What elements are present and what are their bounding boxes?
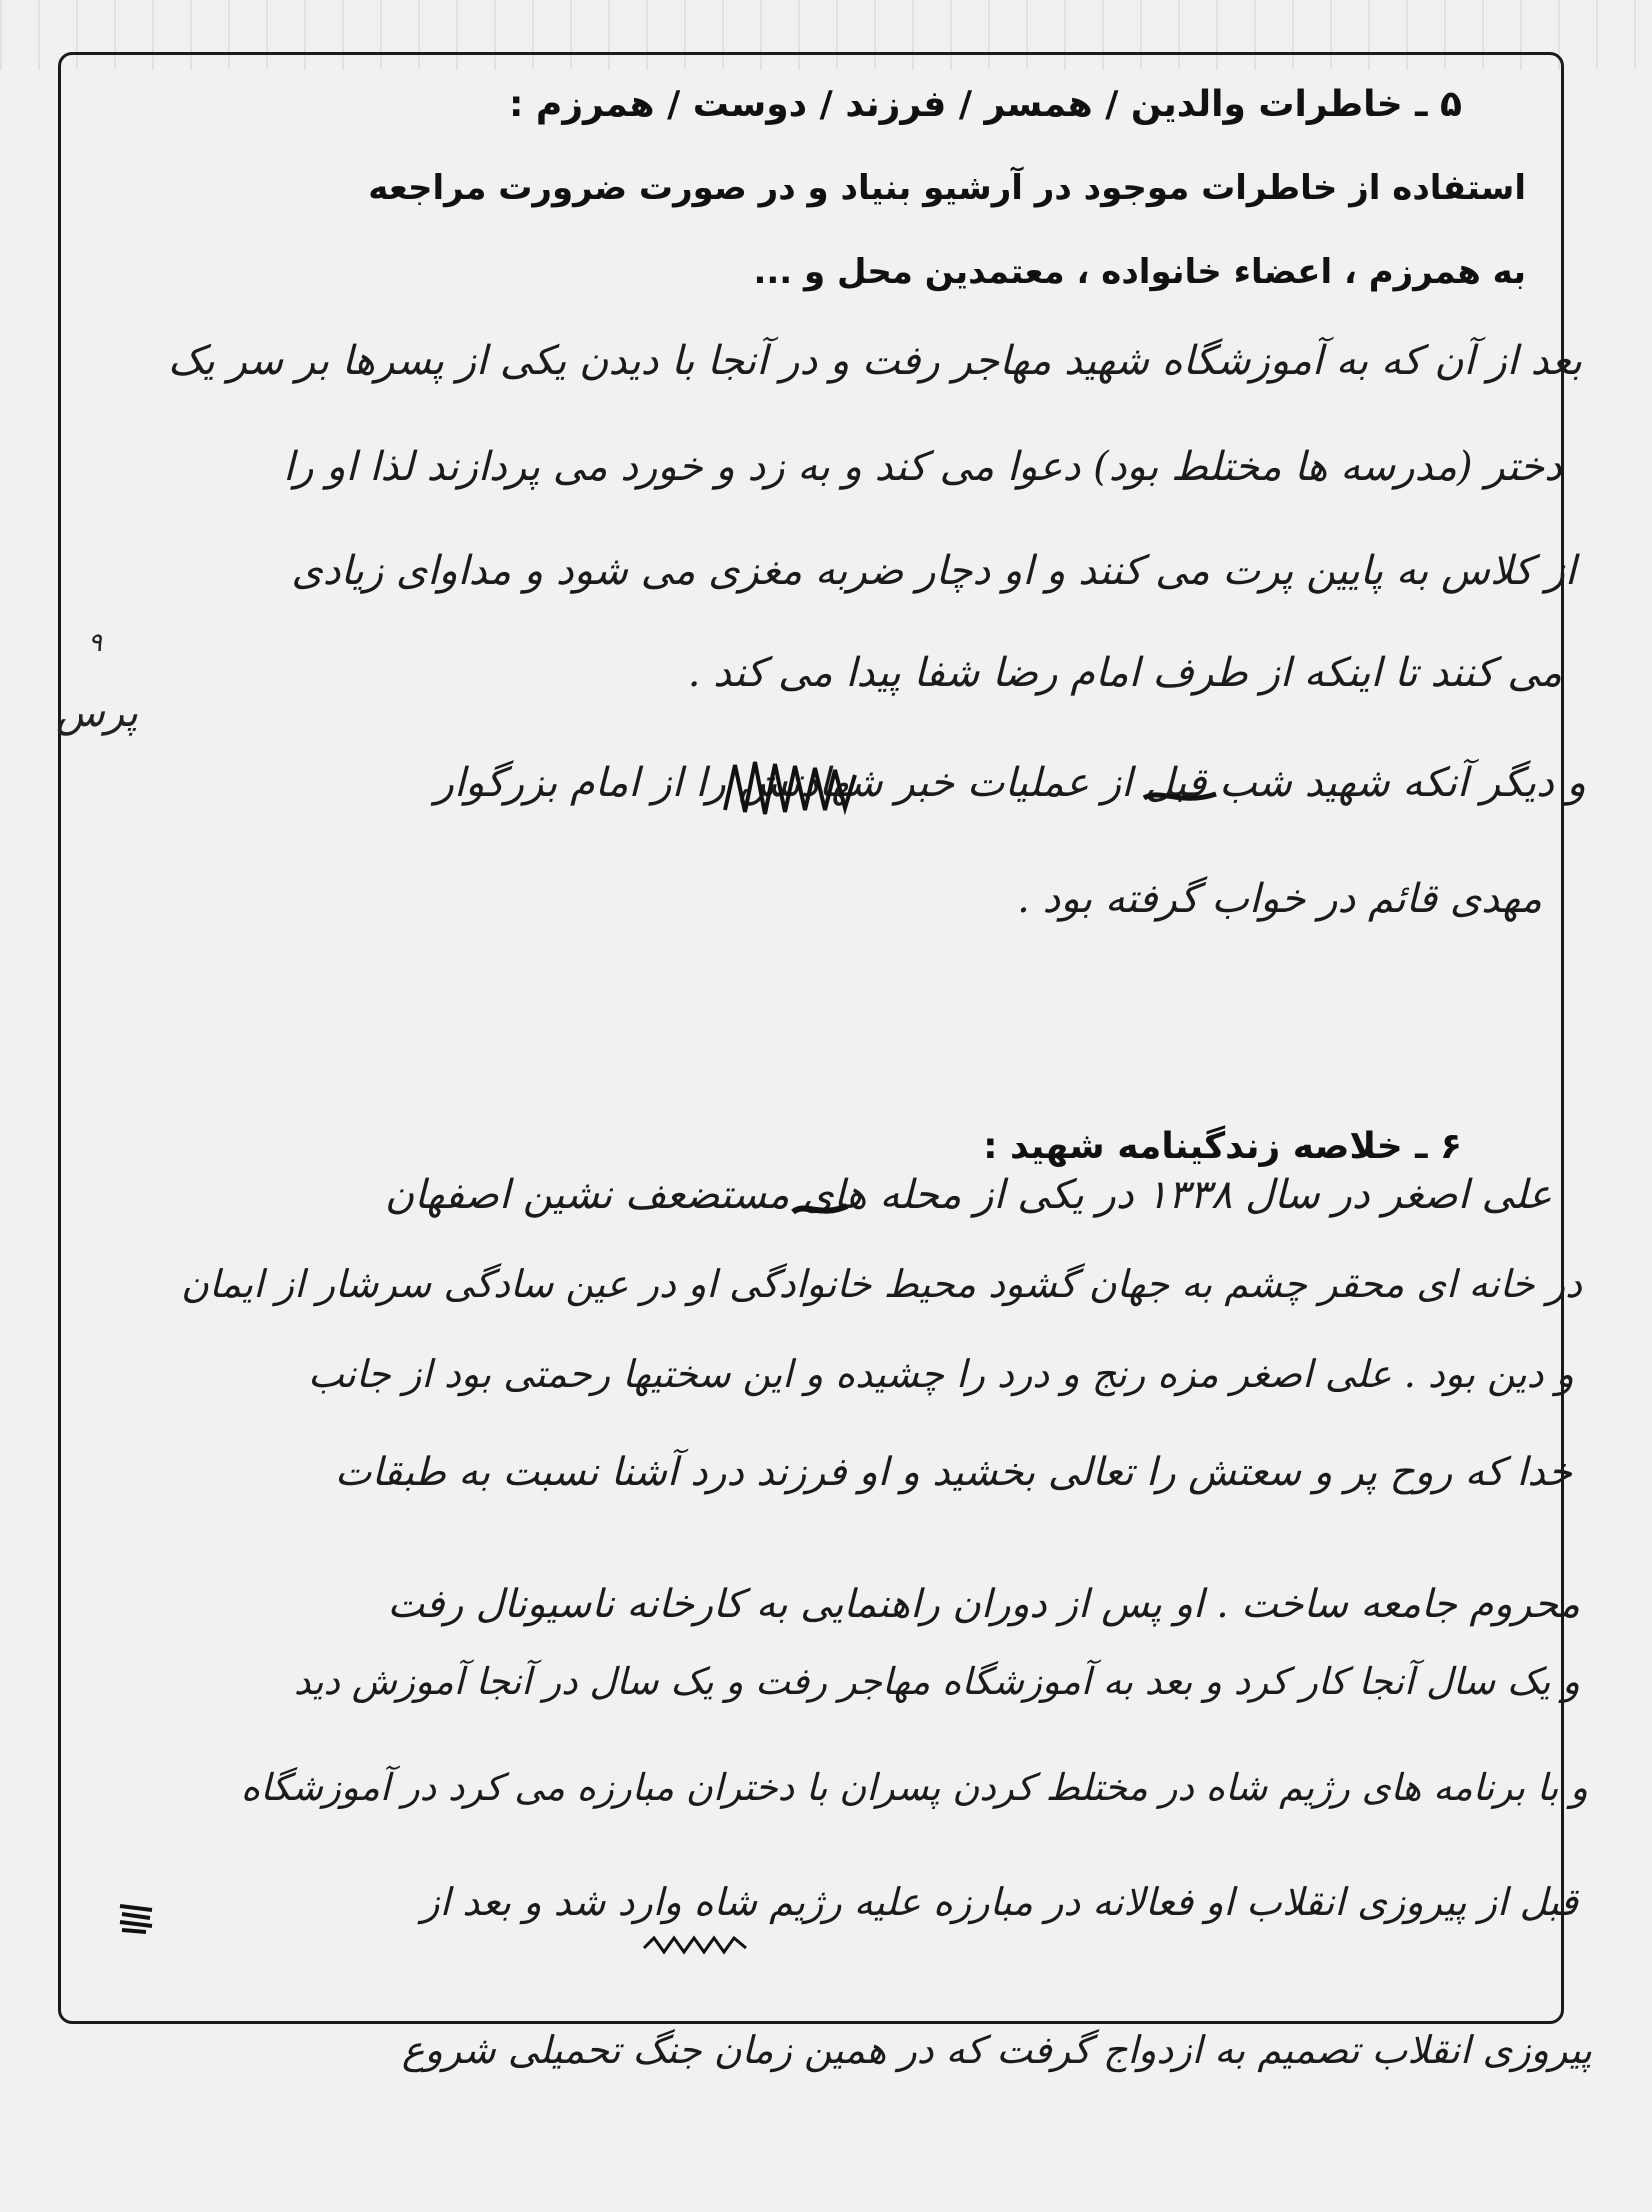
section5-heading: ۵ ـ خاطرات والدین / همسر / فرزند / دوست / همرزم : bbox=[509, 84, 1462, 125]
handwritten-line: و دیگر آنکه شهید شب قبل از عملیات خبر شهادتش را از امام بزرگوار bbox=[434, 760, 1586, 806]
handwritten-line: و یک سال آنجا کار کرد و بعد به آموزشگاه مهاجر رفت و یک سال در آنجا آموزش دید bbox=[293, 1660, 1580, 1703]
section6-heading: ۶ ـ خلاصه زندگینامه شهید : bbox=[983, 1126, 1462, 1167]
handwritten-line: پیروزی انقلاب تصمیم به ازدواج گرفت که در همین زمان جنگ تحمیلی شروع bbox=[401, 2028, 1592, 2072]
handwritten-line: می کنند تا اینکه از طرف امام رضا شفا پیدا می کند . bbox=[687, 650, 1562, 696]
strikeout-scribble bbox=[720, 750, 860, 830]
handwritten-line: مهدی قائم در خواب گرفته بود . bbox=[1017, 876, 1542, 922]
handwritten-line: در خانه ای محقر چشم به جهان گشود محیط خانوادگی او در عین سادگی سرشار از ایمان bbox=[181, 1262, 1582, 1306]
strikeout-scribble bbox=[790, 1196, 850, 1220]
handwritten-line: و دین بود . علی اصغر مزه رنج و درد را چشیده و این سختیها رحمتی بود از جانب bbox=[307, 1352, 1574, 1396]
section5-instruction-line2: به همرزم ، اعضاء خانواده ، معتمدین محل و ... bbox=[753, 252, 1526, 292]
handwritten-line: و با برنامه های رژیم شاه در مختلط کردن پسران با دختران مبارزه می کرد در آموزشگاه bbox=[240, 1766, 1588, 1809]
handwritten-line: محروم جامعه ساخت . او پس از دوران راهنمایی به کارخانه ناسیونال رفت bbox=[387, 1582, 1580, 1627]
handwritten-line: از کلاس به پایین پرت می کنند و او دچار ضربه مغزی می شود و مداوای زیادی bbox=[291, 548, 1576, 594]
handwritten-line: علی اصغر در سال ۱۳۳۸ در یکی از محله های مستضعف نشین اصفهان bbox=[384, 1172, 1552, 1218]
handwritten-line: بعد از آن که به آموزشگاه شهید مهاجر رفت و در آنجا با دیدن یکی از پسرها بر سر یک bbox=[167, 338, 1582, 384]
handwritten-line: دختر (مدرسه ها مختلط بود) دعوا می کند و به زد و خورد می پردازند لذا او را bbox=[283, 444, 1562, 490]
handwritten-line: خدا که روح پر و سعتش را تعالی بخشید و او فرزند درد آشنا نسبت به طبقات bbox=[334, 1450, 1572, 1495]
margin-number: ۹ bbox=[88, 628, 102, 658]
margin-note: پرس bbox=[56, 690, 139, 736]
strikeout-scribble bbox=[1140, 780, 1220, 810]
section5-instruction-line1: استفاده از خاطرات موجود در آرشیو بنیاد و در صورت ضرورت مراجعه bbox=[368, 168, 1526, 208]
strikeout-scribble bbox=[640, 1930, 750, 1960]
handwritten-line: قبل از پیروزی انقلاب او فعالانه در مبارزه علیه رژیم شاه وارد شد و بعد از bbox=[421, 1880, 1578, 1924]
strikeout-scribble bbox=[116, 1900, 156, 1936]
